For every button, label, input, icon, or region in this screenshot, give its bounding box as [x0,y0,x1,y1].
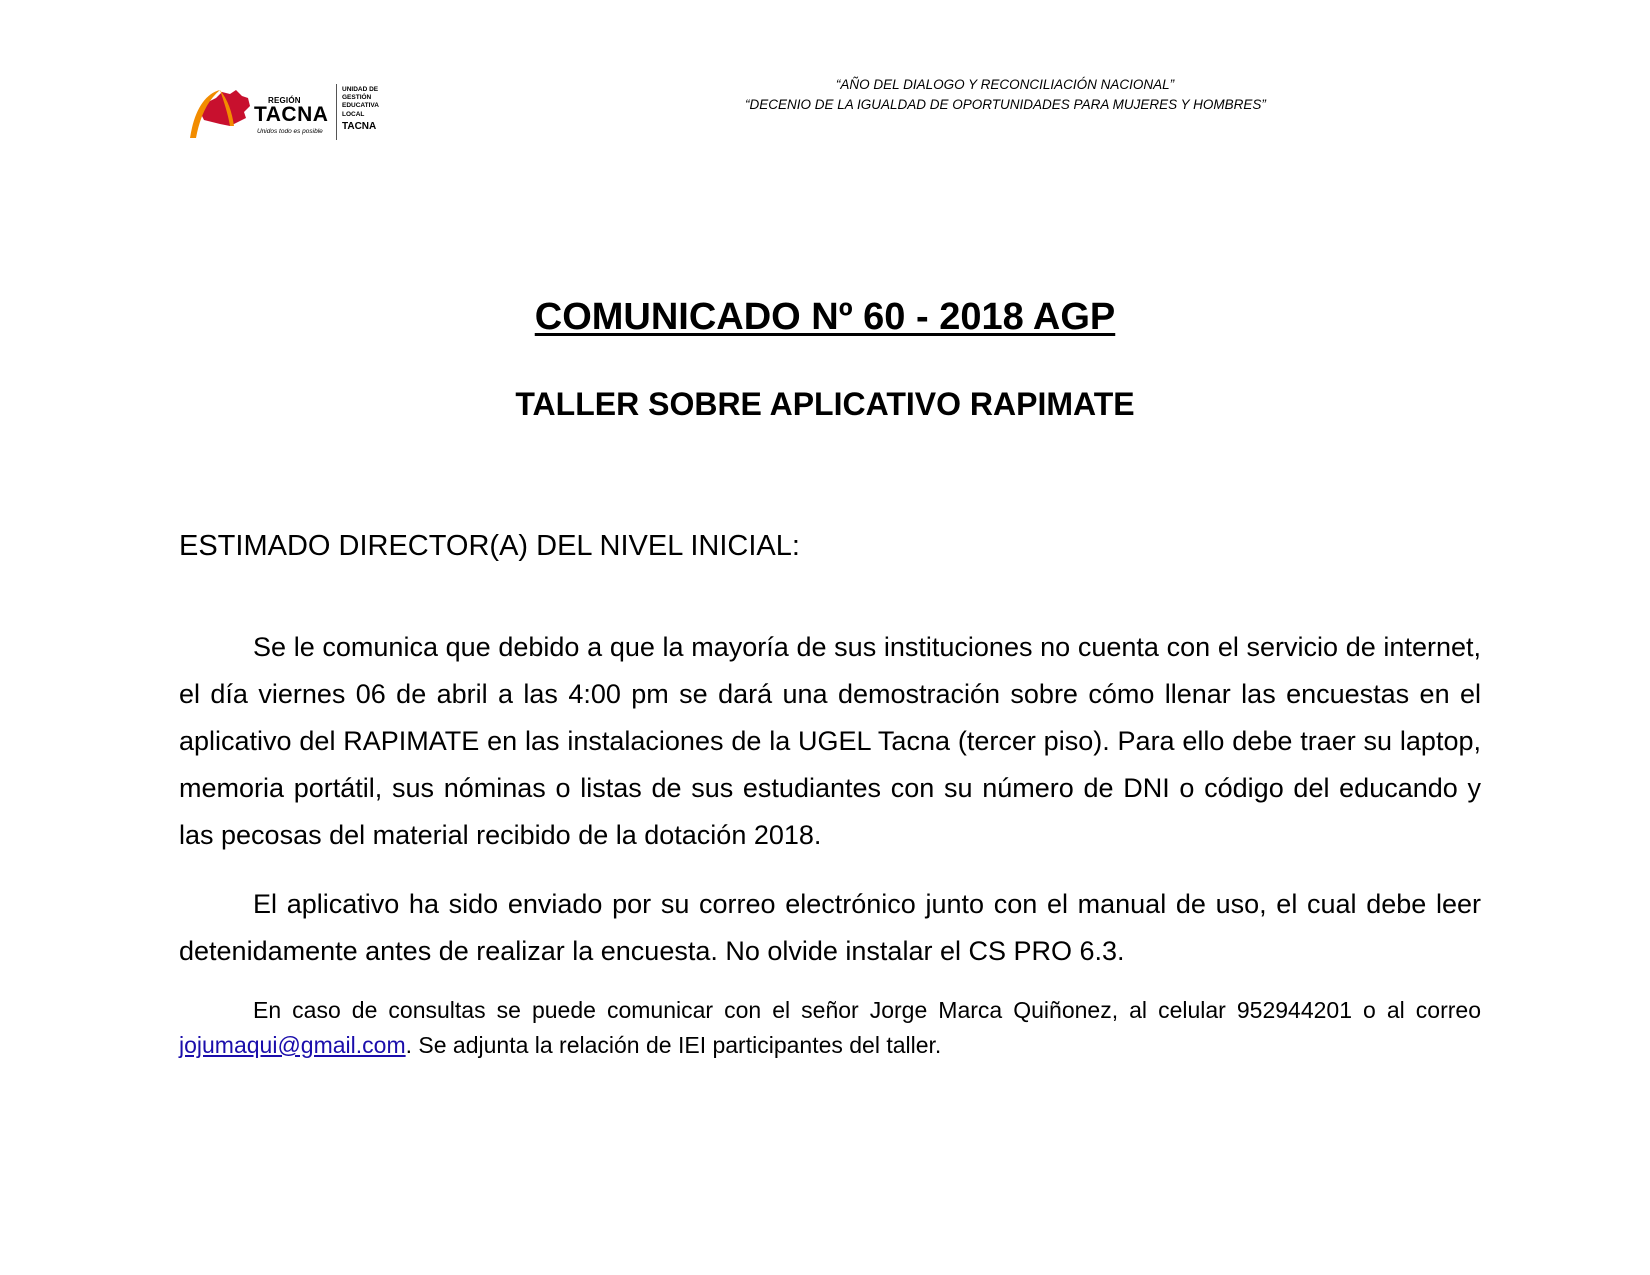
logo-slogan: Unidos todo es posible [257,128,323,135]
logo-ugel-line: LOCAL [342,110,365,118]
paragraph-application-info: El aplicativo ha sido enviado por su correo electrónico junto con el manual de uso, el cual debe leer detenidamente antes de realizar la encuesta. No olvide instalar el CS PRO 6.3. [179,889,1481,966]
contact-email-link[interactable]: jojumaqui@gmail.com [179,1032,406,1058]
paragraph-contact [179,993,1481,1063]
contact-text: En caso de consultas se puede comunicar con el señor Jorge Marca Quiñonez, al celular 952944201 o al correo [253,997,1481,1023]
decade-name: “DECENIO DE LA IGUALDAD DE OPORTUNIDADES PARA MUJERES Y HOMBRES” [745,97,1266,112]
paragraph-workshop-details: Se le comunica que debido a que la mayoría de sus instituciones no cuenta con el servicio de internet, el día viernes 06 de abril a las 4:00 pm se dará una demostración sobre cómo llenar las encuestas en el aplicativo del RAPIMATE en las instalaciones de la UGEL Tacna (tercer piso). Para ello debe traer su laptop, memoria portátil, sus nóminas o listas de sus estudiantes con su número de DNI o código del educando y las pecosas del material recibido de la dotación 2018. [179,632,1481,850]
logo-ugel-text [342,86,402,133]
logo-ugel-city: TACNA [342,120,377,132]
year-name: “AÑO DEL DIALOGO Y RECONCILIACIÓN NACIONAL” [835,77,1175,92]
document-title [0,296,1650,339]
document-title-text: COMUNICADO Nº 60 - 2018 AGP [534,296,1116,338]
logo-region-label: REGIÓN [268,96,301,105]
ugel-tacna-logo [186,82,396,144]
document-subtitle: TALLER SOBRE APLICATIVO RAPIMATE [515,386,1135,422]
official-year-names [745,75,1265,115]
logo-region-name: TACNA [254,103,329,126]
contact-text-end: . Se adjunta la relación de IEI participantes del taller. [405,1032,942,1058]
logo-ugel-line: UNIDAD DE [342,86,379,93]
logo-ugel-line: GESTIÓN [342,94,372,102]
logo-divider [336,84,337,140]
greeting: ESTIMADO DIRECTOR(A) DEL NIVEL INICIAL: [179,530,800,562]
logo-ugel-line: EDUCATIVA [342,102,379,110]
